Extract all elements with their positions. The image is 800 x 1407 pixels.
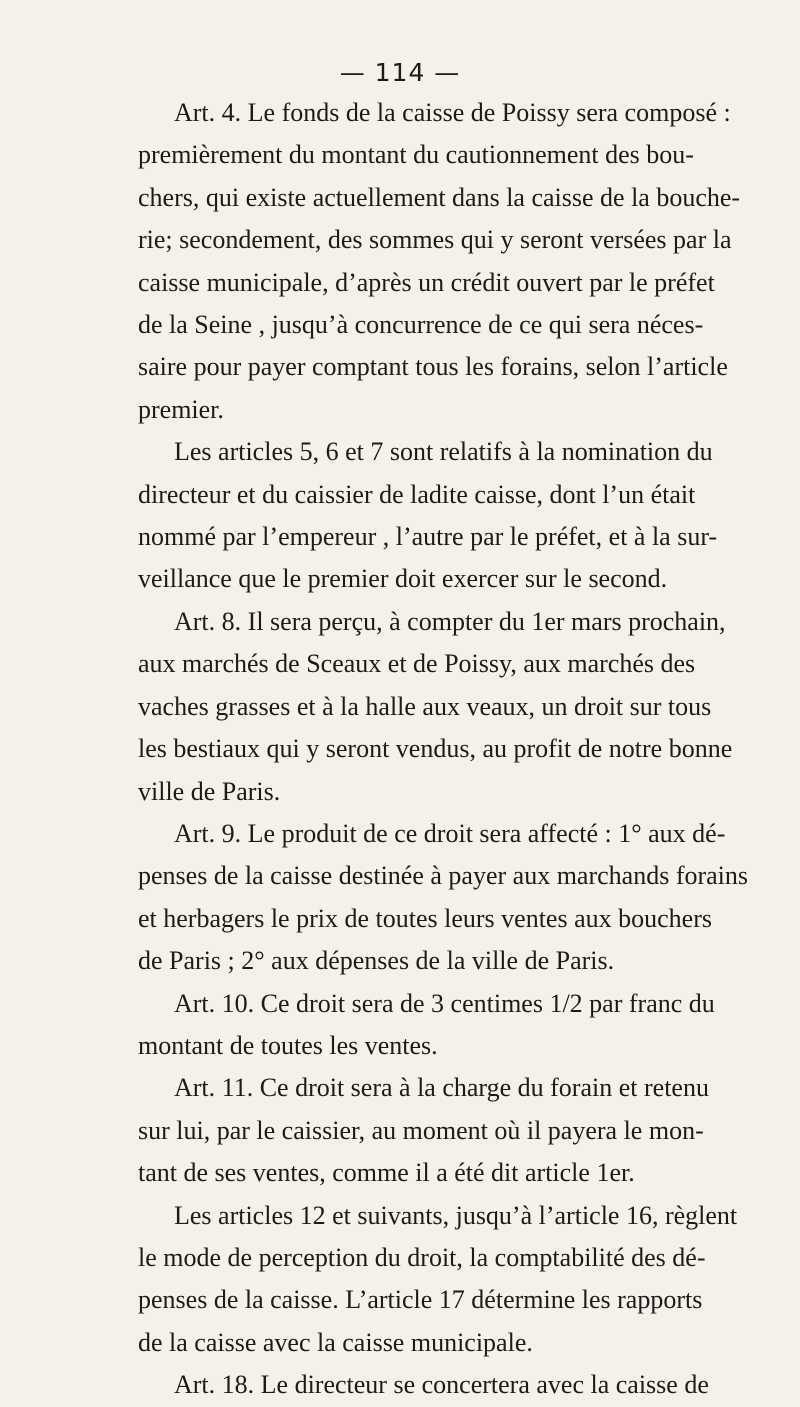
text-line: Les articles 5, 6 et 7 sont relatifs à la nomination du — [174, 437, 713, 467]
text-line: aux marchés de Sceaux et de Poissy, aux marchés des — [138, 649, 696, 679]
text-line: Les articles 12 et suivants, jusqu’à l’article 16, règlent — [174, 1200, 738, 1230]
text-line: directeur et du caissier de ladite caisse, dont l’un était — [138, 479, 696, 509]
text-line: Art. 8. Il sera perçu, à compter du 1er mars prochain, — [174, 606, 726, 636]
text-line: penses de la caisse destinée à payer aux marchands forains — [138, 861, 749, 891]
text-line: tant de ses ventes, comme il a été dit article 1er. — [138, 1158, 635, 1188]
text-line: penses de la caisse. L’article 17 détermine les rapports — [138, 1285, 703, 1315]
text-line: chers, qui existe actuellement dans la caisse de la bouche- — [138, 182, 741, 212]
text-line: caisse municipale, d’après un crédit ouvert par le préfet — [138, 267, 715, 297]
text-line: montant de toutes les ventes. — [138, 1030, 438, 1060]
text-line: vaches grasses et à la halle aux veaux, un droit sur tous — [138, 691, 712, 721]
text-line: de la caisse avec la caisse municipale. — [138, 1327, 533, 1357]
page-number-header: — 114 — — [339, 58, 461, 87]
text-line: sur lui, par le caissier, au moment où il payera le mon- — [138, 1115, 704, 1145]
text-line: saire pour payer comptant tous les forains, selon l’article — [138, 352, 728, 382]
text-line: veillance que le premier doit exercer sur le second. — [138, 564, 668, 594]
text-line: premièrement du montant du cautionnement des bou- — [138, 140, 694, 170]
text-line: de Paris ; 2° aux dépenses de la ville de Paris. — [138, 946, 615, 976]
text-line: les bestiaux qui y seront vendus, au profit de notre bonne — [138, 734, 733, 764]
text-line: Art. 11. Ce droit sera à la charge du forain et retenu — [174, 1073, 709, 1103]
text-line: de la Seine , jusqu’à concurrence de ce qui sera néces- — [138, 310, 704, 340]
text-line: ville de Paris. — [138, 776, 281, 806]
text-line: et herbagers le prix de toutes leurs ventes aux bouchers — [138, 903, 712, 933]
text-line: premier. — [138, 394, 224, 424]
text-line: rie; secondement, des sommes qui y seront versées par la — [138, 225, 732, 255]
text-line: Art. 18. Le directeur se concertera avec la caisse de — [174, 1370, 709, 1400]
text-line: le mode de perception du droit, la comptabilité des dé- — [138, 1242, 706, 1272]
text-line: nommé par l’empereur , l’autre par le préfet, et à la sur- — [138, 522, 718, 552]
text-line: Art. 4. Le fonds de la caisse de Poissy sera composé : — [174, 98, 731, 127]
text-line: Art. 9. Le produit de ce droit sera affecté : 1° aux dé- — [174, 818, 726, 848]
text-line: Art. 10. Ce droit sera de 3 centimes 1/2 par franc du — [174, 988, 715, 1018]
body-text — [138, 92, 749, 1407]
